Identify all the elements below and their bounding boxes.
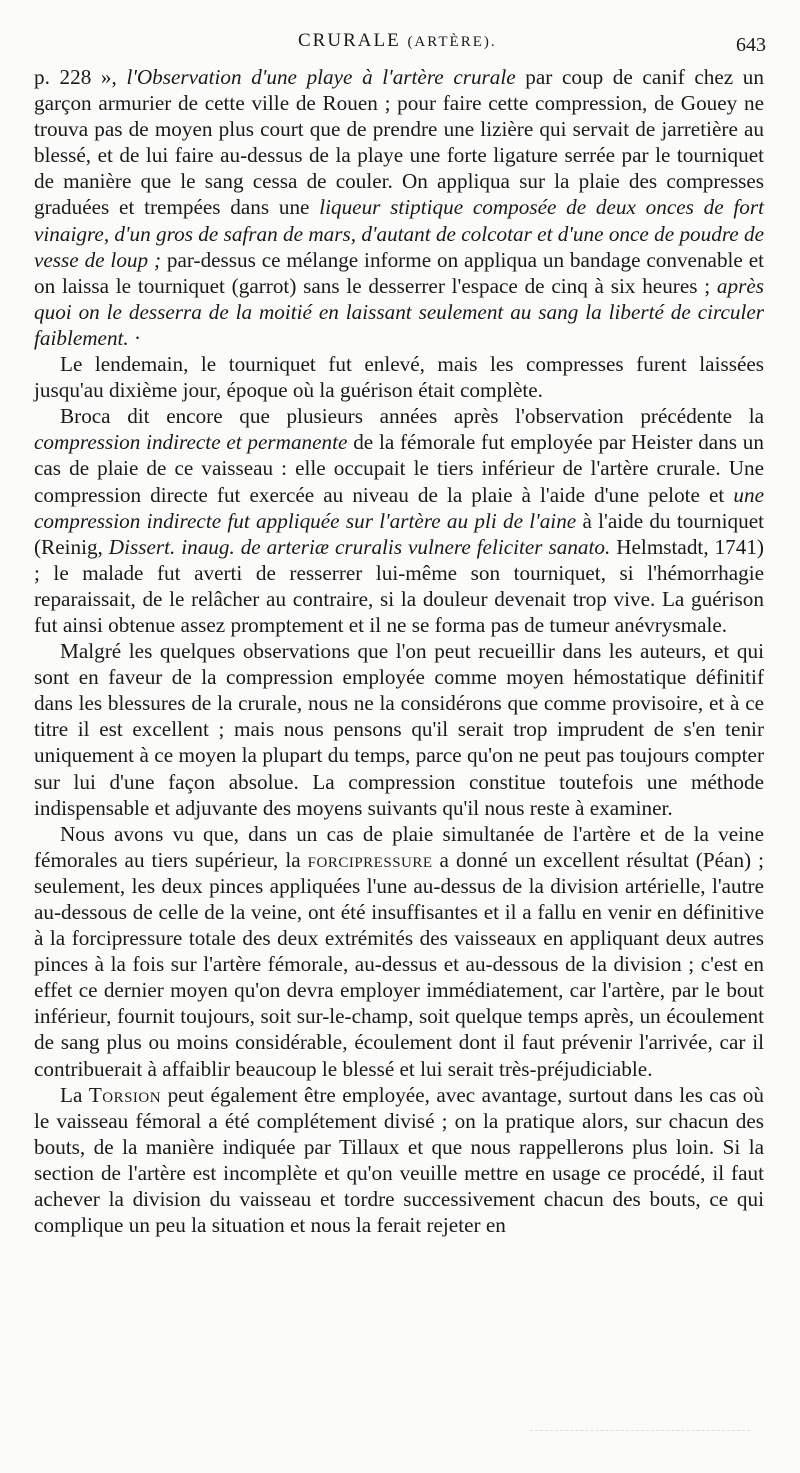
- p1-run-f-italic: après quoi on le desserra de la moitié en laissant seulement au sang la liberté de circuler faiblement.: [34, 273, 764, 350]
- p6-run-b-smallcaps: Torsion: [88, 1082, 162, 1107]
- p3-run-c: de la fémorale fut employée par Heister dans un cas de plaie de ce vaisseau : elle occupait le tiers inférieur de l'artère crurale. Une compression directe fut exercée au niveau de la plaie à l'aide d'une pelote et: [34, 430, 764, 507]
- running-title-main: CRURALE: [298, 30, 401, 51]
- p5-run-b-smallcaps: forcipressure: [307, 847, 433, 872]
- p1-run-g: ·: [128, 325, 142, 350]
- body-text: [34, 64, 764, 1238]
- p3-run-f-italic: Dissert. inaug. de arteriæ cruralis vulnere feliciter sanato.: [108, 534, 611, 559]
- p6-run-c: peut également être employée, avec avantage, surtout dans les cas où le vaisseau fémoral a été complétement divisé ; on la pratique alors, sur chacun des bouts, de la manière indiquée par Tillaux et que nous rappellerons plus loin. Si la section de l'artère est incomplète et qu'on veuille mettre en usage ce procédé, il faut achever la division du vaisseau et tordre successivement chacun des bouts, ce qui complique un peu la situation et nous la ferait rejeter en: [34, 1082, 764, 1238]
- paragraph-5: [34, 821, 764, 1082]
- p1-run-b-italic: l'Observation d'une playe à l'artère crurale: [126, 65, 516, 89]
- p3-run-b-italic: compression indirecte et permanente: [34, 430, 348, 455]
- p3-run-g: Helmstadt, 1741) ; le malade fut averti de resserrer lui-même son tourniquet, si l'hémorrhagie reparaissait, de le relâcher au contraire, si la douleur devenait trop vive. La guérison fut ainsi obtenue assez promptement et il ne se forma pas de tumeur anévrysmale.: [34, 534, 764, 637]
- p1-run-c: par coup de canif chez un garçon armurier de cette ville de Rouen ; pour faire cette compression, de Gouey ne trouva pas de moyen plus court que de prendre une lizière qui servait de jarretière au blessé, et de lui faire au-dessus de la playe une forte ligature serrée par le tourniquet de manière que le sang cessa de couler. On appliqua sur la plaie des compresses graduées et trempées dans une: [34, 65, 764, 220]
- p5-run-a: Nous avons vu que, dans un cas de plaie simultanée de l'artère et de la veine fémorales au tiers supérieur, la: [34, 821, 764, 872]
- p1-run-d-italic: liqueur stiptique composée de deux onces de fort vinaigre, d'un gros de safran de mars, d'autant de colcotar et d'une once de poudre de vesse de loup ;: [34, 195, 764, 272]
- running-header: [0, 20, 800, 60]
- p1-run-a: p. 228 »,: [34, 65, 127, 89]
- paragraph-1: [34, 64, 764, 351]
- p3-run-e: à l'aide du tourniquet (Reinig,: [34, 508, 764, 559]
- bleed-through-trace: [530, 1430, 750, 1434]
- page-number: 643: [736, 34, 766, 56]
- p3-run-d-italic: une compression indirecte fut appliquée sur l'artère au pli de l'aine: [34, 482, 764, 533]
- p6-run-a: La: [60, 1082, 89, 1107]
- paragraph-4: Malgré les quelques observations que l'on peut recueillir dans les auteurs, et qui sont en faveur de la compression employée comme moyen hémostatique définitif dans les blessures de la crurale, nous ne la considérons que comme provisoire, et à ce titre il est excellent ; mais nous pensons qu'il serait trop imprudent de s'en tenir uniquement à ce moyen la plupart du temps, parce qu'on ne peut pas toujours compter sur lui d'une façon absolue. La compression constitue toutefois une méthode indispensable et adjuvante des moyens suivants qu'il nous reste à examiner.: [34, 639, 764, 820]
- p1-run-e: par-dessus ce mélange informe on appliqua un bandage convenable et on laissa le tourniquet (garrot) sans le desserrer l'espace de cinq à six heures ;: [34, 247, 764, 298]
- running-title: [298, 30, 497, 52]
- paragraph-3: [34, 403, 764, 638]
- p5-run-c: a donné un excellent résultat (Péan) ; seulement, les deux pinces appliquées l'une au-dessus de la division artérielle, l'autre au-dessous de celle de la veine, ont été insuffisantes et il a fallu en venir en définitive à la forcipressure totale des deux extrémités des vaisseaux en appliquant deux autres pinces à la fois sur l'artère fémorale, au-dessus et au-dessous de la division ; c'est en effet ce dernier moyen qu'on devra employer immédiatement, car l'artère, par le bout inférieur, fournit toujours, soit sur-le-champ, soit quelque temps après, un écoulement de sang plus ou moins considérable, écoulement dont il faut prévenir l'arrivée, car il contribuerait à affaiblir beaucoup le blessé et lui serait très-préjudiciable.: [34, 847, 765, 1081]
- running-title-sub: (ARTÈRE).: [407, 34, 497, 50]
- paragraph-2: Le lendemain, le tourniquet fut enlevé, mais les compresses furent laissées jusqu'au dixième jour, époque où la guérison était complète.: [34, 352, 764, 403]
- p3-run-a: Broca dit encore que plusieurs années après l'observation précédente la: [60, 404, 764, 429]
- paragraph-6: [34, 1082, 764, 1239]
